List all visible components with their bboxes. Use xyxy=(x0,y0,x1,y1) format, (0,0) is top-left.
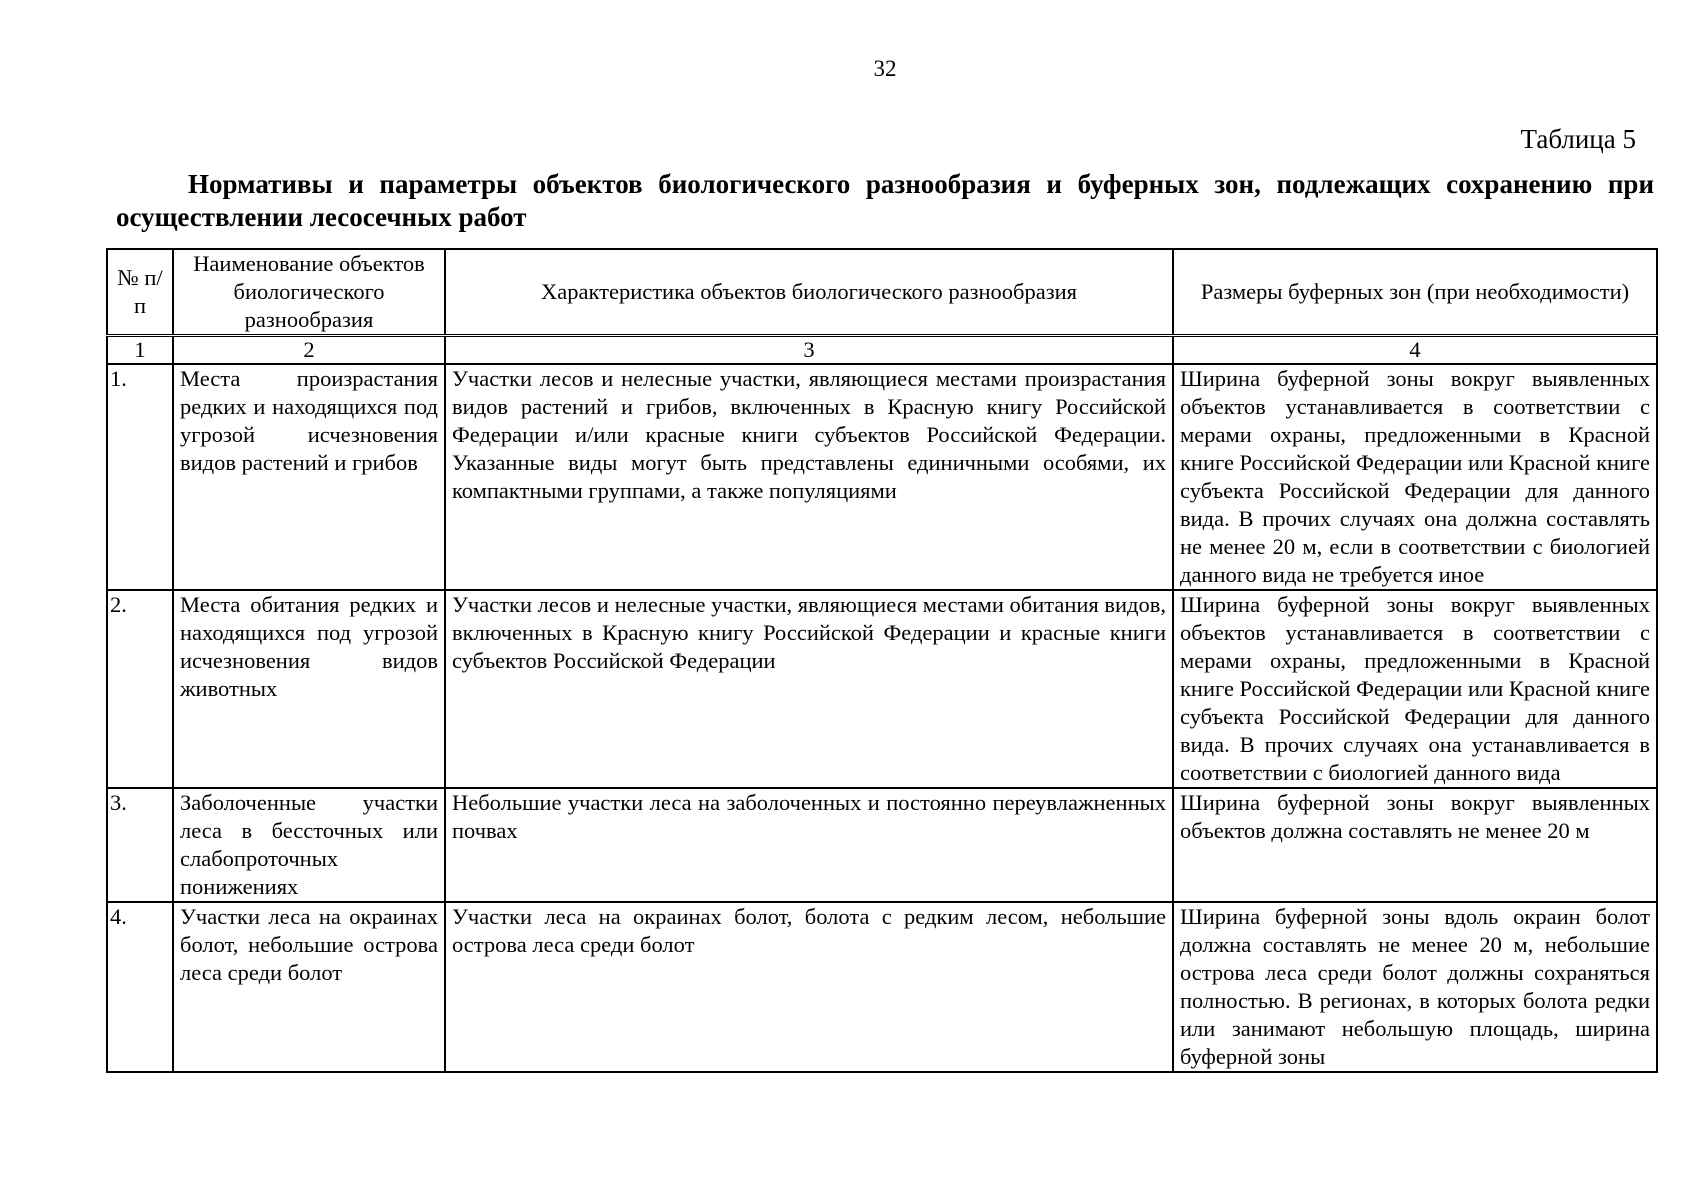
object-name: Заболоченные участки леса в бессточных или слабопроточных понижениях xyxy=(173,788,445,902)
column-number: 4 xyxy=(1173,336,1657,365)
header-name: Наименование объектов биологического разнообразия xyxy=(173,249,445,336)
table-row xyxy=(107,902,1657,1072)
table-label: Таблица 5 xyxy=(1520,124,1636,154)
row-number: 2. xyxy=(107,590,173,788)
table-row xyxy=(107,364,1657,590)
header-characteristic: Характеристика объектов биологического разнообразия xyxy=(445,249,1173,336)
object-characteristic: Небольшие участки леса на заболоченных и постоянно переувлажненных почвах xyxy=(445,788,1173,902)
buffer-size: Ширина буферной зоны вдоль окраин болот должна составлять не менее 20 м, небольшие острова леса среди болот должны сохраняться полностью. В регионах, в которых болота редки или занимают небольшую площадь, ширина буферной зоны xyxy=(1173,902,1657,1072)
buffer-size: Ширина буферной зоны вокруг выявленных объектов устанавливается в соответствии с мерами охраны, предложенными в Красной книге Российской Федерации или Красной книге субъекта Российской Федерации для данного вида. В прочих случаях она устанавливается в соответствии с биологией данного вида xyxy=(1173,590,1657,788)
header-buffer: Размеры буферных зон (при необходимости) xyxy=(1173,249,1657,336)
object-name: Места произрастания редких и находящихся под угрозой исчезновения видов растений и грибов xyxy=(173,364,445,590)
row-number: 3. xyxy=(107,788,173,902)
row-number: 4. xyxy=(107,902,173,1072)
column-number-row xyxy=(107,336,1657,365)
document-title: Нормативы и параметры объектов биологического разнообразия и буферных зон, подлежащих сохранению при осуществлении лесосечных работ xyxy=(116,169,1654,232)
object-characteristic: Участки леса на окраинах болот, болота с редким лесом, небольшие острова леса среди болот xyxy=(445,902,1173,1072)
column-number: 2 xyxy=(173,336,445,365)
object-name: Места обитания редких и находящихся под угрозой исчезновения видов животных xyxy=(173,590,445,788)
row-number: 1. xyxy=(107,364,173,590)
column-number: 3 xyxy=(445,336,1173,365)
table-row xyxy=(107,788,1657,902)
object-characteristic: Участки лесов и нелесные участки, являющиеся местами обитания видов, включенных в Красную книгу Российской Федерации и красные книги субъектов Российской Федерации xyxy=(445,590,1173,788)
buffer-size: Ширина буферной зоны вокруг выявленных объектов устанавливается в соответствии с мерами охраны, предложенными в Красной книге Российской Федерации или Красной книге субъекта Российской Федерации для данного вида. В прочих случаях она должна составлять не менее 20 м, если в соответствии с биологией данного вида не требуется иное xyxy=(1173,364,1657,590)
buffer-size: Ширина буферной зоны вокруг выявленных объектов должна составлять не менее 20 м xyxy=(1173,788,1657,902)
object-characteristic: Участки лесов и нелесные участки, являющиеся местами произрастания видов растений и грибов, включенных в Красную книгу Российской Федерации и/или красные книги субъектов Российской Федерации. Указанные виды могут быть представлены единичными особями, их компактными группами, а также популяциями xyxy=(445,364,1173,590)
table-row xyxy=(107,590,1657,788)
table-header-row xyxy=(107,249,1657,336)
biodiversity-table xyxy=(106,248,1658,1073)
header-number: № п/п xyxy=(107,249,173,336)
column-number: 1 xyxy=(107,336,173,365)
page-number: 32 xyxy=(873,56,897,81)
object-name: Участки леса на окраинах болот, небольшие острова леса среди болот xyxy=(173,902,445,1072)
